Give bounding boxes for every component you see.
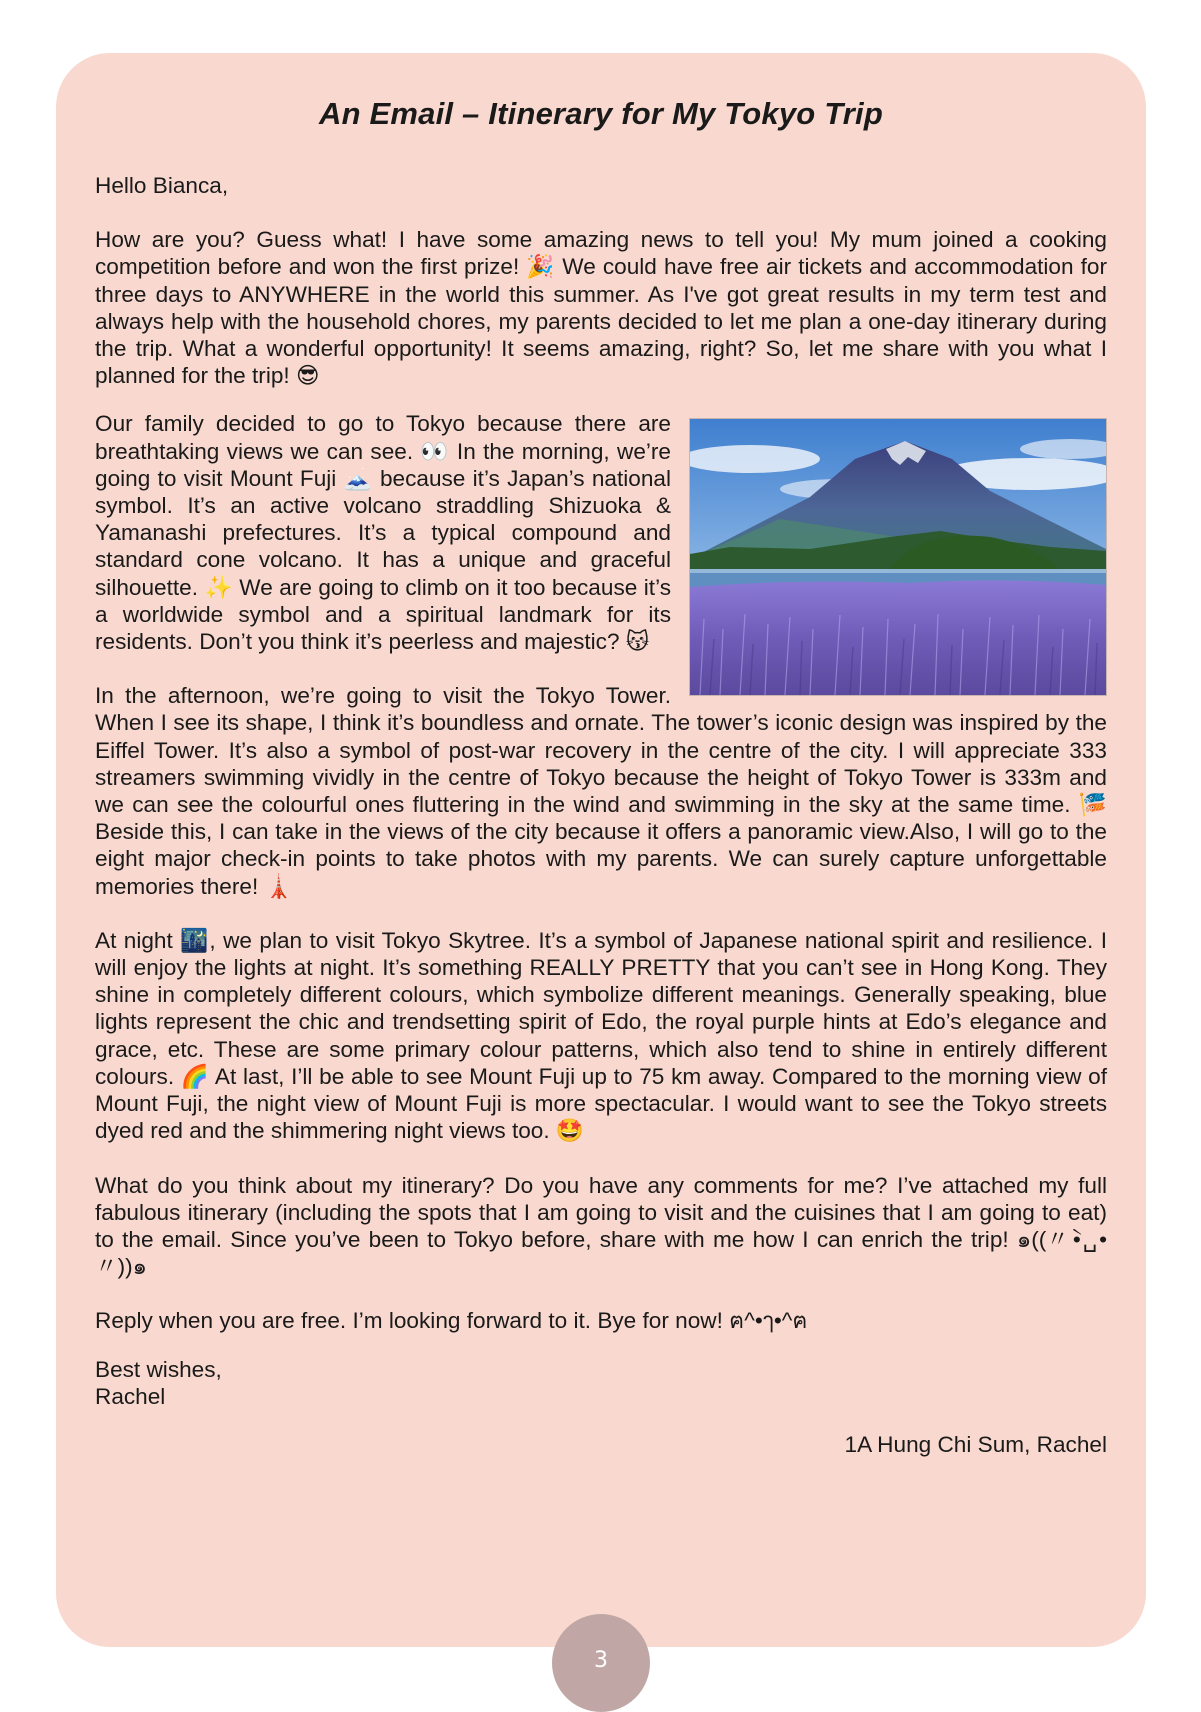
paragraph-night: At night 🌃, we plan to visit Tokyo Skytree. It’s a symbol of Japanese national spirit and resilience. I will enjoy the lights at night. It’s something REALLY PRETTY that you can’t see in Hong Kong. They shine in completely different colours, which symbolize different meanings. Generally speaking, blue lights represent the chic and trendsetting spirit of Edo, the royal purple hints at Edo’s elegance and grace, etc. These are some primary colour patterns, which also tend to shine in entirely different colours. 🌈 At last, I’ll be able to see Mount Fuji up to 75 km away. Compared to the morning view of Mount Fuji, the night view of Mount Fuji is more spectacular. I would want to see the Tokyo streets dyed red and the shimmering night views too. 🤩: [95, 927, 1107, 1144]
email-body: [95, 172, 1107, 1458]
paragraph-afternoon: In the afternoon, we’re going to visit the Tokyo Tower. When I see its shape, I think it’s boundless and ornate. The tower’s iconic design was inspired by the Eiffel Tower. It’s also a symbol of post-war recovery in the centre of the city. I will appreciate 333 streamers swimming vividly in the centre of Tokyo because the height of Tokyo Tower is 333m and we can see the colourful ones fluttering in the wind and swimming in the sky at the same time. 🎏 Beside this, I can take in the views of the city because it offers a panoramic view.Also, I will go to the eight major check-in points to take photos with my parents. We can surely capture unforgettable memories there! 🗼: [95, 683, 1107, 899]
author-line: 1A Hung Chi Sum, Rachel: [844, 1431, 1107, 1457]
paragraph-morning-text: Our family decided to go to Tokyo because there are breathtaking views we can see. 👀 In the morning, we’re going to visit Mount Fuji 🗻 because it’s Japan’s national symbol. It’s an active volcano straddling Shizuoka & Yamanashi prefectures. It’s a typical compound and standard cone volcano. It has a unique and graceful silhouette. ✨ We are going to climb on it too because it’s a worldwide symbol and a spiritual landmark for its residents. Don’t you think it’s peerless and majestic? 😽: [95, 411, 671, 655]
signature: Rachel: [95, 1383, 166, 1409]
page-title: An Email – Itinerary for My Tokyo Trip: [318, 96, 883, 131]
greeting: Hello Bianca,: [95, 173, 229, 198]
paragraph-intro: How are you? Guess what! I have some amazing news to tell you! My mum joined a cooking competition before and won the first prize! 🎉 We could have free air tickets and accommodation for three days to ANYWHERE in the world this summer. As I've got great results in my term test and always help with the household chores, my parents decided to let me plan a one-day itinerary during the trip. What a wonderful opportunity! It seems amazing, right? So, let me share with you what I planned for the trip! 😎: [95, 227, 1107, 389]
page-number: 3: [594, 1648, 608, 1673]
mount-fuji-illustration: [690, 419, 1106, 695]
paragraph-reply: Reply when you are free. I’m looking forward to it. Bye for now! ฅ^•ๅ•^ฅ: [95, 1308, 808, 1334]
paragraph-morning: [95, 410, 1107, 655]
mount-fuji-photo: [689, 418, 1107, 696]
paragraph-question: What do you think about my itinerary? Do you have any comments for me? I’ve attached my full fabulous itinerary (including the spots that I am going to visit and the cuisines that I am going to eat) to the email. Since you’ve been to Tokyo before, share with me how I can enrich the trip! ๑((〃̀•␣•〃))๑: [95, 1172, 1107, 1280]
closing: Best wishes,: [95, 1356, 222, 1382]
